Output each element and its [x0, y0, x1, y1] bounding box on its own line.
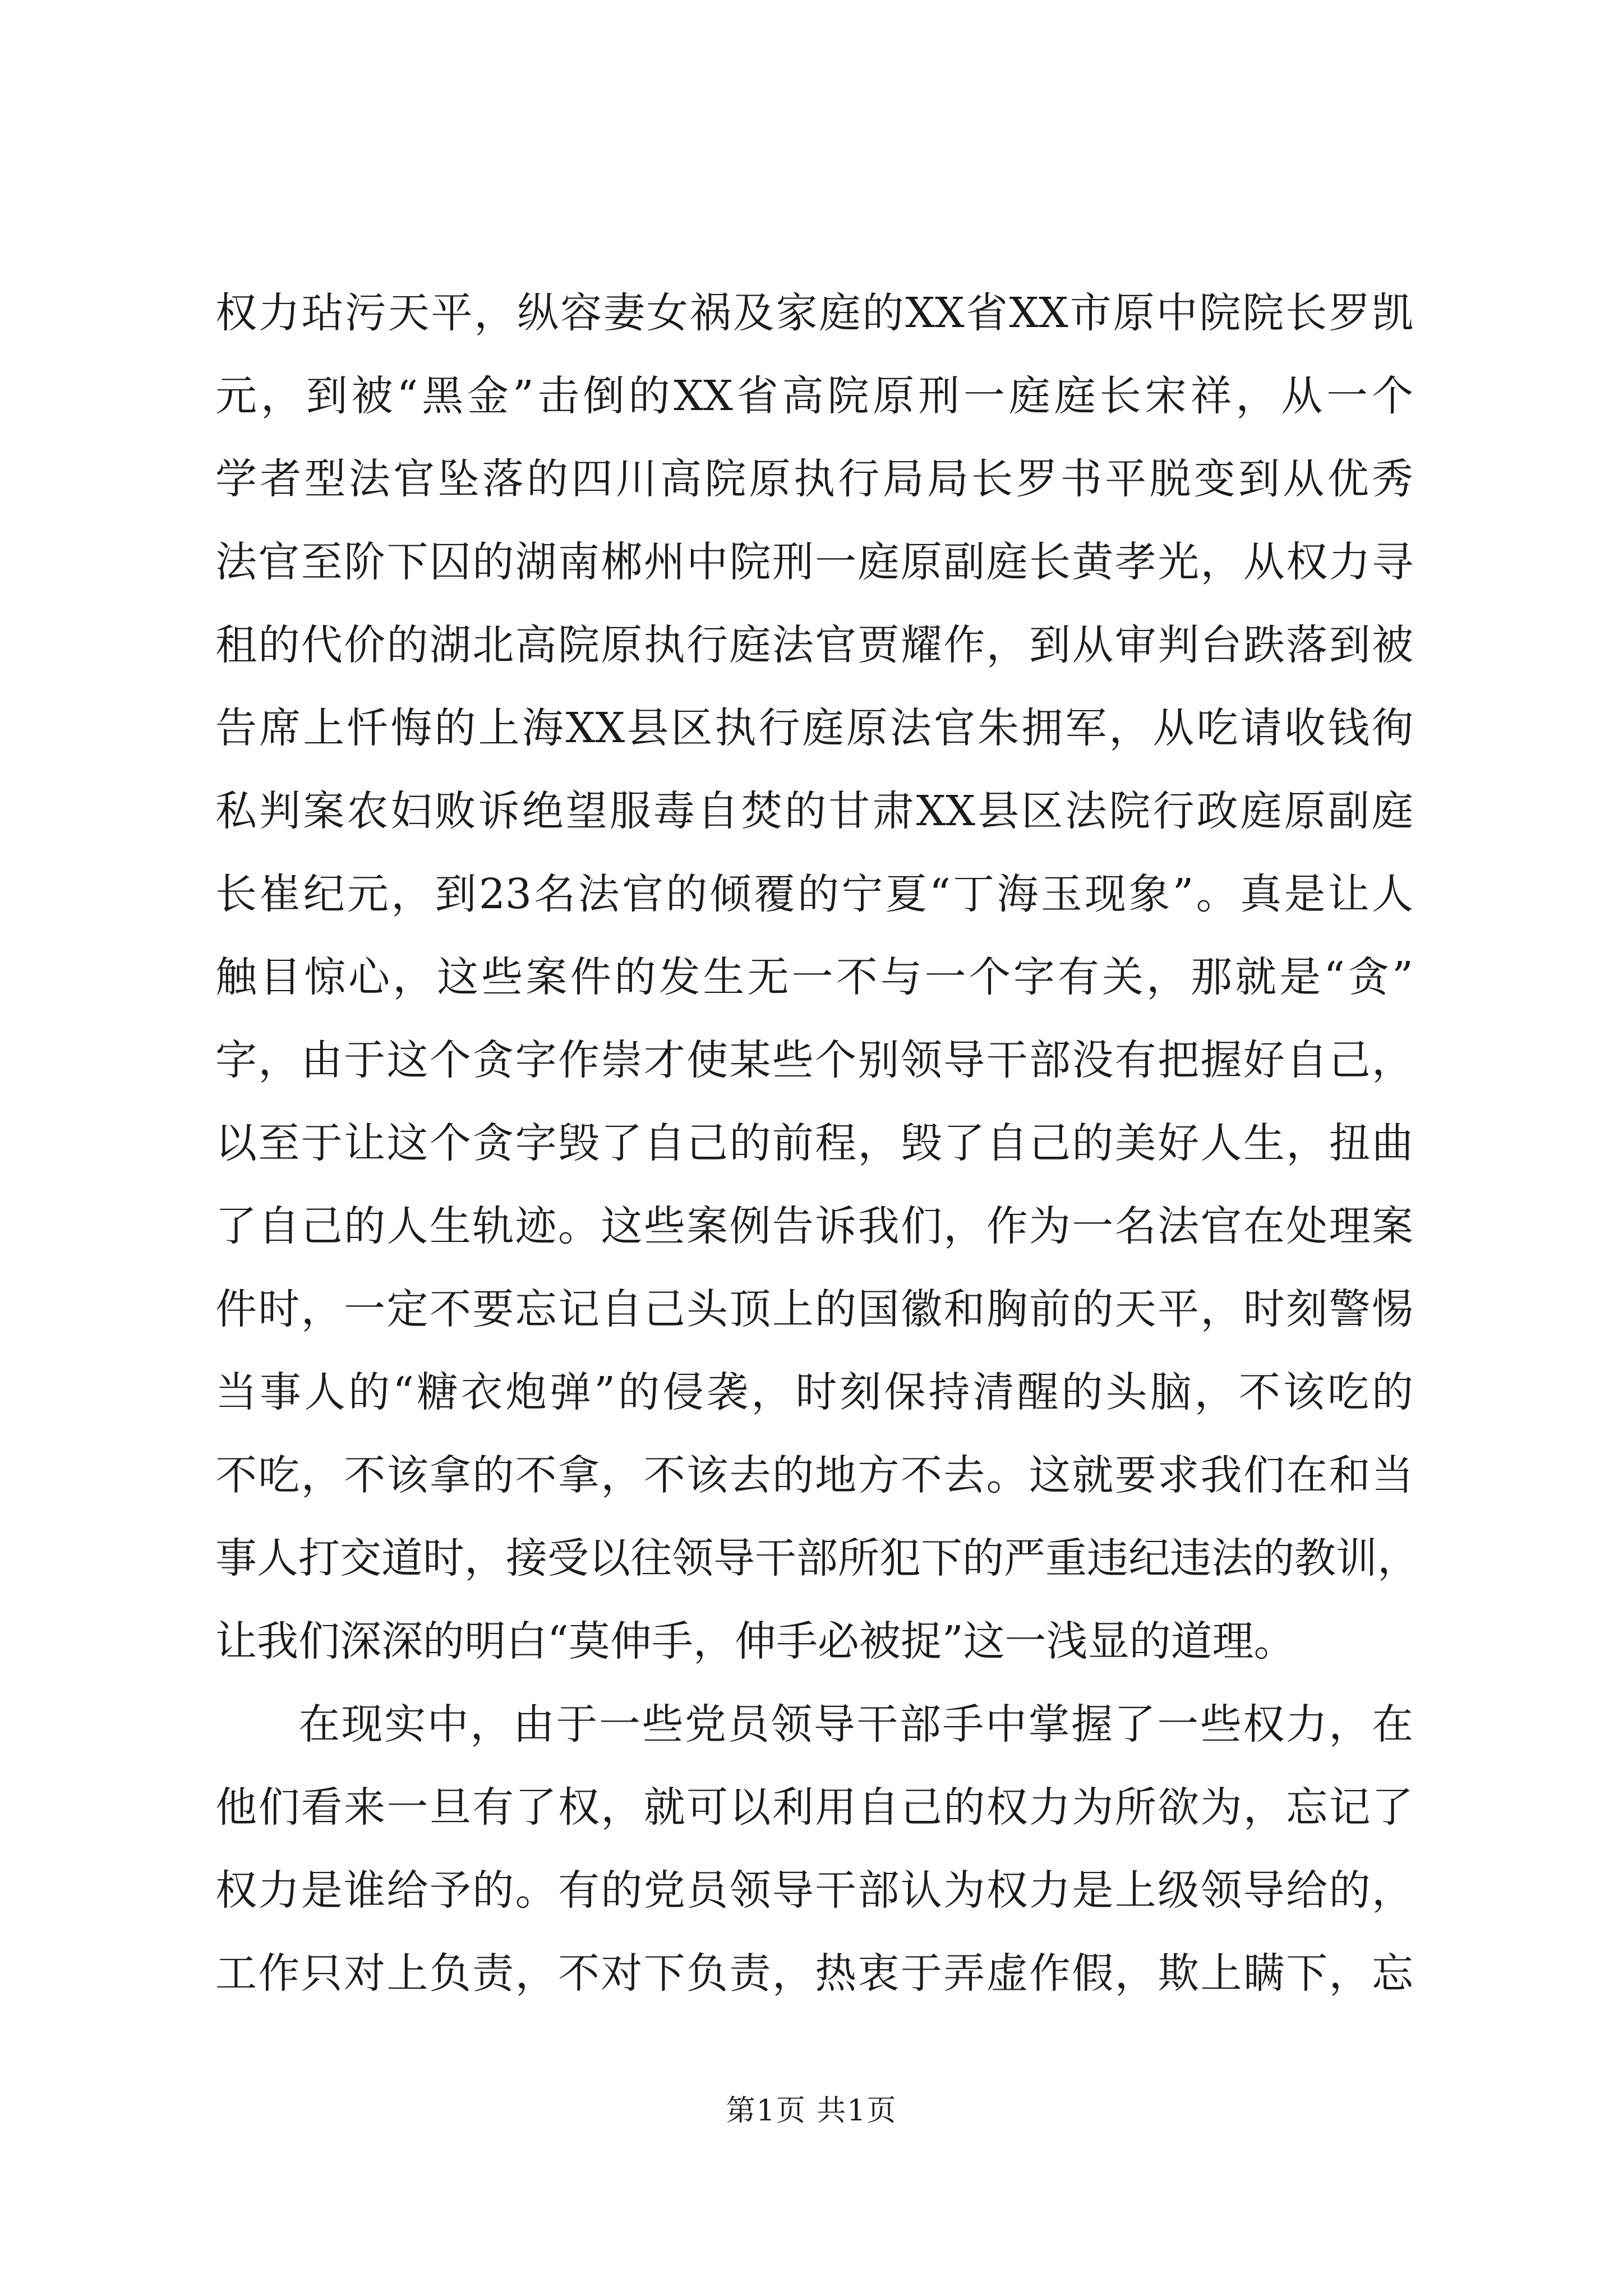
text-line: 工作只对上负责，不对下负责，热衷于弄虚作假，欺上瞒下，忘	[215, 1949, 1413, 1998]
text-line: 法官至阶下囚的湖南郴州中院刑一庭原副庭长黄孝光，从权力寻	[215, 538, 1413, 586]
text-line: 不吃，不该拿的不拿，不该去的地方不去。这就要求我们在和当	[215, 1451, 1413, 1499]
text-line: 当事人的“糖衣炮弹”的侵袭，时刻保持清醒的头脑，不该吃的	[215, 1368, 1413, 1416]
text-line: 租的代价的湖北高院原执行庭法官贾耀作，到从审判台跌落到被	[215, 621, 1413, 669]
text-line: 元，到被“黑金”击倒的XX省高院原刑一庭庭长宋祥，从一个	[215, 372, 1413, 420]
text-line: 他们看来一旦有了权，就可以利用自己的权力为所欲为，忘记了	[215, 1783, 1413, 1832]
page-footer: 第1页 共1页	[726, 2094, 897, 2128]
text-line: 以至于让这个贪字毁了自己的前程，毁了自己的美好人生，扭曲	[215, 1119, 1413, 1167]
text-line: 权力是谁给予的。有的党员领导干部认为权力是上级领导给的，	[215, 1866, 1413, 1915]
text-line: 私判案农妇败诉绝望服毒自焚的甘肃XX县区法院行政庭原副庭	[215, 787, 1413, 835]
text-line: 权力玷污天平，纵容妻女祸及家庭的XX省XX市原中院院长罗凯	[215, 289, 1413, 337]
text-line: 让我们深深的明白“莫伸手，伸手必被捉”这一浅显的道理。	[215, 1617, 1295, 1665]
body-text	[215, 272, 1419, 2015]
text-line: 了自己的人生轨迹。这些案例告诉我们，作为一名法官在处理案	[215, 1202, 1413, 1250]
text-line: 事人打交道时，接受以往领导干部所犯下的严重违纪违法的教训，	[215, 1534, 1419, 1582]
text-line: 在现实中，由于一些党员领导干部手中掌握了一些权力，在	[298, 1700, 1413, 1749]
text-line: 长崔纪元，到23名法官的倾覆的宁夏“丁海玉现象”。真是让人	[215, 870, 1413, 918]
text-line: 字，由于这个贪字作崇才使某些个别领导干部没有把握好自己，	[215, 1036, 1413, 1084]
text-line: 触目惊心，这些案件的发生无一不与一个字有关，那就是“贪”	[215, 953, 1413, 1001]
text-line: 学者型法官坠落的四川高院原执行局局长罗书平脱变到从优秀	[215, 455, 1413, 503]
text-line: 件时，一定不要忘记自己头顶上的国徽和胸前的天平，时刻警惕	[215, 1285, 1413, 1333]
text-line: 告席上忏悔的上海XX县区执行庭原法官朱拥军，从吃请收钱徇	[215, 704, 1413, 752]
